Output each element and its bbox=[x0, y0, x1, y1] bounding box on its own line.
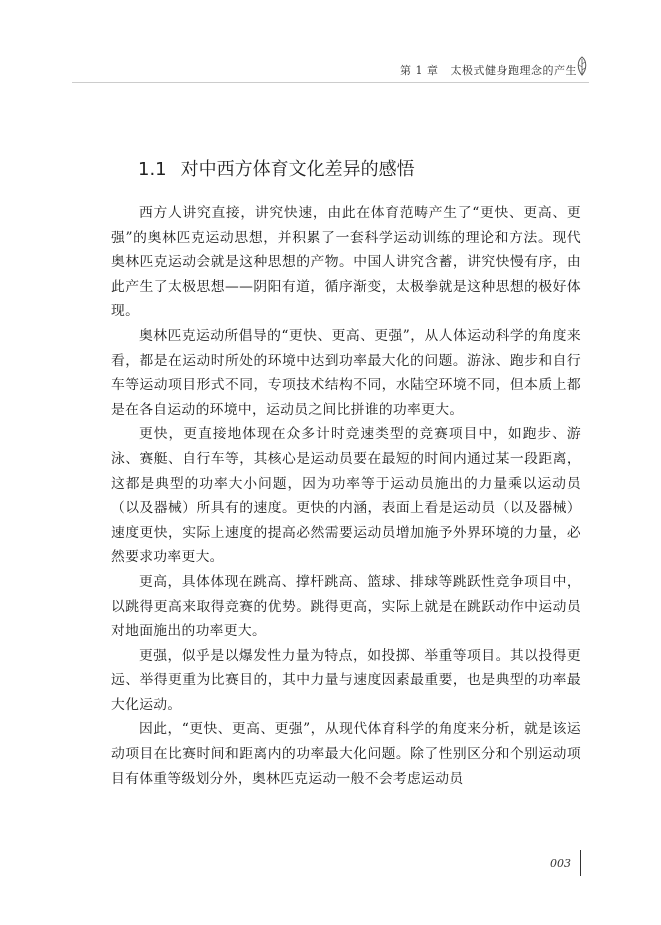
header-rule bbox=[72, 82, 589, 83]
paragraph: 更快，更直接地体现在众多计时竞速类型的竞赛项目中，如跑步、游泳、赛艇、自行车等，其核心是运动员要在最短的时间内通过某一段距离，这都是典型的功率大小问题，因为功率等于运动员施出的力量乘以运动员（以及器械）所具有的速度。更快的内涵，表面上看是运动员（以及器械）速度更快，实际上速度的提高必然需要运动员增加施予外界环境的力量，必然要求功率更大。 bbox=[111, 426, 581, 566]
chapter-title: 太极式健身跑理念的产生 bbox=[450, 64, 577, 77]
chapter-label: 第 1 章 bbox=[400, 64, 439, 77]
leaf-ornament-icon bbox=[575, 55, 589, 77]
body-text bbox=[111, 201, 581, 791]
section-heading bbox=[138, 155, 415, 181]
folio-rule bbox=[580, 850, 581, 876]
page-number: 003 bbox=[550, 857, 571, 870]
paragraph: 西方人讲究直接，讲究快速，由此在体育范畴产生了“更快、更高、更强”的奥林匹克运动思想，并积累了一套科学运动训练的理论和方法。现代奥林匹克运动会就是这种思想的产物。中国人讲究含蓄，讲究快慢有序，由此产生了太极思想——阴阳有道，循序渐变，太极拳就是这种思想的极好体现。 bbox=[111, 205, 581, 320]
paragraph: 更高，具体体现在跳高、撑杆跳高、篮球、排球等跳跃性竞争项目中，以跳得更高来取得竞赛的优势。跳得更高，实际上就是在跳跃动作中运动员对地面施出的功率更大。 bbox=[111, 573, 581, 640]
paragraph: 奥林匹克运动所倡导的“更快、更高、更强”，从人体运动科学的角度来看，都是在运动时所处的环境中达到功率最大化的问题。游泳、跑步和自行车等运动项目形式不同，专项技术结构不同，水陆空环境不同，但本质上都是在各自运动的环境中，运动员之间比拼谁的功率更大。 bbox=[111, 327, 581, 418]
section-title: 对中西方体育文化差异的感悟 bbox=[180, 159, 415, 180]
paragraph: 因此，“更快、更高、更强”，从现代体育科学的角度来分析，就是该运动项目在比赛时间和距离内的功率最大化问题。除了性别区分和个别运动项目有体重等级划分外，奥林匹克运动一般不会考虑运动员 bbox=[111, 721, 581, 787]
running-header bbox=[400, 62, 577, 78]
paragraph: 更强，似乎是以爆发性力量为特点，如投掷、举重等项目。其以投得更远、举得更重为比赛目的，其中力量与速度因素最重要，也是典型的功率最大化运动。 bbox=[111, 647, 581, 713]
section-number: 1.1 bbox=[138, 159, 167, 180]
